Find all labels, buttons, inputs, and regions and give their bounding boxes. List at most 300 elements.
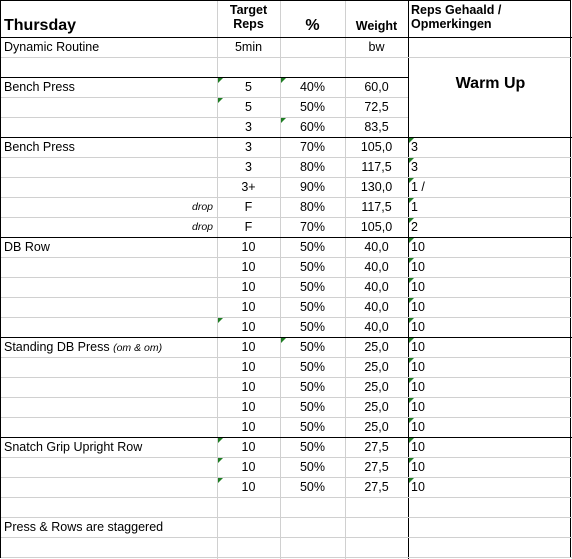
weight-cell[interactable] <box>345 137 408 157</box>
header-reps-label: Reps <box>233 17 264 31</box>
notes-cell[interactable] <box>408 257 572 277</box>
exercise-cell[interactable] <box>1 197 217 217</box>
target-reps-cell-text: 10 <box>241 380 256 394</box>
exercise-cell[interactable] <box>1 177 217 197</box>
percent-cell[interactable] <box>280 477 345 497</box>
table-row <box>1 77 572 97</box>
percent-cell[interactable] <box>280 537 345 557</box>
gridline-horizontal <box>1 177 572 178</box>
exercise-cell[interactable] <box>1 97 217 117</box>
table-row <box>1 317 572 337</box>
comment-marker <box>218 78 223 83</box>
header-target-label: Target <box>229 3 268 17</box>
target-reps-cell-text: 10 <box>241 400 256 414</box>
notes-cell-text: 10 <box>411 480 425 494</box>
target-reps-cell-text: F <box>244 220 253 234</box>
percent-cell[interactable] <box>280 357 345 377</box>
table-row <box>1 57 572 77</box>
target-reps-cell[interactable] <box>217 177 280 197</box>
weight-cell[interactable] <box>345 117 408 137</box>
section-divider <box>1 237 572 238</box>
weight-cell[interactable] <box>345 277 408 297</box>
target-reps-cell[interactable] <box>217 97 280 117</box>
notes-cell-text: 10 <box>411 440 425 454</box>
comment-marker <box>218 98 223 103</box>
gridline-horizontal <box>1 537 572 538</box>
warmup-label: Warm Up <box>455 75 526 92</box>
target-reps-cell[interactable] <box>217 517 280 537</box>
target-reps-cell-text: 10 <box>241 480 256 494</box>
weight-cell-text: 25,0 <box>364 400 389 414</box>
gridline-horizontal <box>1 377 572 378</box>
exercise-cell[interactable] <box>1 157 217 177</box>
target-reps-cell[interactable] <box>217 137 280 157</box>
gridline-vertical <box>280 1 281 559</box>
gridline-horizontal <box>1 277 572 278</box>
weight-cell-text: 130,0 <box>360 180 393 194</box>
percent-cell[interactable] <box>280 157 345 177</box>
percent-cell[interactable] <box>280 417 345 437</box>
table-row <box>1 497 572 517</box>
exercise-cell[interactable] <box>1 77 217 97</box>
percent-cell[interactable] <box>280 437 345 457</box>
table-row <box>1 457 572 477</box>
notes-cell[interactable] <box>408 77 572 97</box>
weight-cell[interactable] <box>345 317 408 337</box>
target-reps-cell-text: 10 <box>241 300 256 314</box>
header-notes-line1: Reps Gehaald / <box>411 3 502 17</box>
percent-cell[interactable] <box>280 317 345 337</box>
target-reps-cell[interactable] <box>217 537 280 557</box>
percent-cell[interactable] <box>280 77 345 97</box>
sheet-title: Thursday <box>4 17 77 34</box>
gridline-horizontal <box>1 117 408 118</box>
gridline-horizontal <box>1 97 408 98</box>
notes-cell[interactable] <box>408 337 572 357</box>
percent-cell-text: 50% <box>299 260 326 274</box>
exercise-cell[interactable] <box>1 397 217 417</box>
percent-cell-text: 50% <box>299 460 326 474</box>
percent-cell[interactable] <box>280 237 345 257</box>
percent-cell[interactable] <box>280 137 345 157</box>
weight-cell[interactable] <box>345 297 408 317</box>
percent-cell-text: 80% <box>299 200 326 214</box>
exercise-cell-text: Bench Press <box>4 140 75 154</box>
section-divider <box>1 137 572 138</box>
target-reps-cell[interactable] <box>217 217 280 237</box>
gridline-horizontal <box>1 357 572 358</box>
notes-cell-text: 10 <box>411 420 425 434</box>
table-row <box>1 137 572 157</box>
notes-cell-text: 10 <box>411 320 425 334</box>
notes-cell-text: 10 <box>411 300 425 314</box>
notes-cell[interactable] <box>408 37 572 57</box>
notes-cell[interactable] <box>408 117 572 137</box>
target-reps-cell[interactable] <box>217 157 280 177</box>
notes-cell[interactable] <box>408 457 572 477</box>
target-reps-cell-text: 10 <box>241 340 256 354</box>
percent-cell[interactable] <box>280 257 345 277</box>
weight-cell[interactable] <box>345 437 408 457</box>
percent-cell-text: 70% <box>299 220 326 234</box>
notes-cell[interactable] <box>408 417 572 437</box>
weight-cell[interactable] <box>345 177 408 197</box>
comment-marker <box>409 478 414 483</box>
percent-cell-text: 50% <box>299 380 326 394</box>
percent-cell[interactable] <box>280 497 345 517</box>
table-row <box>1 197 572 217</box>
weight-cell[interactable] <box>345 257 408 277</box>
weight-cell-text: 40,0 <box>364 300 389 314</box>
comment-marker <box>409 278 414 283</box>
weight-cell-text: 25,0 <box>364 360 389 374</box>
gridline-horizontal <box>1 317 572 318</box>
comment-marker <box>409 138 414 143</box>
comment-marker <box>218 478 223 483</box>
weight-cell-text: 40,0 <box>364 280 389 294</box>
table-row <box>1 217 572 237</box>
weight-cell[interactable] <box>345 237 408 257</box>
weight-cell[interactable] <box>345 377 408 397</box>
weight-cell-text: 83,5 <box>364 120 389 134</box>
percent-cell-text: 40% <box>299 80 326 94</box>
gridline-horizontal <box>1 57 572 58</box>
comment-marker <box>409 298 414 303</box>
notes-cell[interactable] <box>408 537 572 557</box>
section-divider <box>1 77 408 78</box>
table-row <box>1 177 572 197</box>
exercise-cell[interactable] <box>1 297 217 317</box>
notes-cell[interactable] <box>408 57 572 77</box>
weight-cell-text: 27,5 <box>364 460 389 474</box>
notes-cell[interactable] <box>408 197 572 217</box>
exercise-cell[interactable] <box>1 217 217 237</box>
target-reps-cell-text: 5min <box>234 40 263 54</box>
percent-cell-text: 50% <box>299 300 326 314</box>
drop-label: drop <box>191 201 213 213</box>
weight-cell-text: bw <box>368 40 385 54</box>
notes-cell[interactable] <box>408 397 572 417</box>
comment-marker <box>409 258 414 263</box>
exercise-cell[interactable] <box>1 497 217 517</box>
table-row <box>1 477 572 497</box>
weight-cell-text: 105,0 <box>360 220 393 234</box>
target-reps-cell[interactable] <box>217 77 280 97</box>
target-reps-cell[interactable] <box>217 357 280 377</box>
percent-cell-text: 50% <box>299 420 326 434</box>
weight-cell-text: 72,5 <box>364 100 389 114</box>
table-row <box>1 357 572 377</box>
table-row <box>1 257 572 277</box>
notes-cell[interactable] <box>408 517 572 537</box>
section-divider <box>1 337 572 338</box>
target-reps-cell-text: 10 <box>241 460 256 474</box>
gridline-horizontal <box>1 517 572 518</box>
gridline-vertical <box>217 1 218 559</box>
percent-cell[interactable] <box>280 397 345 417</box>
weight-cell[interactable] <box>345 97 408 117</box>
notes-cell[interactable] <box>408 137 572 157</box>
notes-cell[interactable] <box>408 97 572 117</box>
target-reps-cell[interactable] <box>217 377 280 397</box>
exercise-cell[interactable] <box>1 357 217 377</box>
target-reps-cell[interactable] <box>217 457 280 477</box>
target-reps-cell[interactable] <box>217 37 280 57</box>
percent-cell[interactable] <box>280 217 345 237</box>
target-reps-cell[interactable] <box>217 197 280 217</box>
table-row <box>1 517 572 537</box>
gridline-horizontal <box>1 197 572 198</box>
comment-marker <box>409 338 414 343</box>
percent-cell-text: 50% <box>299 400 326 414</box>
gridline-horizontal <box>1 217 572 218</box>
header-weight[interactable]: Weight <box>355 19 398 33</box>
header-percent[interactable]: % <box>305 17 320 34</box>
notes-cell-text: 10 <box>411 280 425 294</box>
target-reps-cell[interactable] <box>217 257 280 277</box>
table-row <box>1 37 572 57</box>
notes-cell[interactable] <box>408 477 572 497</box>
notes-cell-text: 1 <box>411 200 418 214</box>
exercise-cell[interactable] <box>1 377 217 397</box>
target-reps-cell[interactable] <box>217 437 280 457</box>
percent-cell[interactable] <box>280 57 345 77</box>
percent-cell[interactable] <box>280 197 345 217</box>
target-reps-cell-text: 10 <box>241 240 256 254</box>
exercise-cell-text: Bench Press <box>4 80 75 94</box>
notes-cell-text: 1 / <box>411 180 425 194</box>
percent-cell-text: 70% <box>299 140 326 154</box>
target-reps-cell[interactable] <box>217 317 280 337</box>
gridline-horizontal <box>1 557 572 558</box>
notes-cell-text: 10 <box>411 260 425 274</box>
weight-cell[interactable] <box>345 417 408 437</box>
target-reps-cell-text: 3 <box>245 140 252 154</box>
percent-cell[interactable] <box>280 457 345 477</box>
weight-cell-text: 117,5 <box>361 200 392 214</box>
exercise-cell-text: Snatch Grip Upright Row <box>4 440 143 454</box>
percent-cell-text: 60% <box>299 120 326 134</box>
percent-cell[interactable] <box>280 277 345 297</box>
comment-marker <box>409 178 414 183</box>
gridline-horizontal <box>1 457 572 458</box>
target-reps-cell[interactable] <box>217 237 280 257</box>
weight-cell-text: 40,0 <box>364 240 389 254</box>
weight-cell[interactable] <box>345 357 408 377</box>
target-reps-cell-text: 5 <box>245 80 252 94</box>
target-reps-cell[interactable] <box>217 57 280 77</box>
comment-marker <box>218 318 223 323</box>
notes-cell[interactable] <box>408 377 572 397</box>
weight-cell[interactable] <box>345 537 408 557</box>
weight-cell[interactable] <box>345 217 408 237</box>
header-notes-line2: Opmerkingen <box>411 17 492 31</box>
weight-cell-text: 25,0 <box>364 380 389 394</box>
weight-cell-text: 27,5 <box>364 480 389 494</box>
target-reps-cell-text: 10 <box>241 420 256 434</box>
weight-cell[interactable] <box>345 157 408 177</box>
table-row <box>1 297 572 317</box>
comment-marker <box>409 418 414 423</box>
percent-cell[interactable] <box>280 117 345 137</box>
notes-cell-text: 2 <box>411 220 418 234</box>
percent-cell[interactable] <box>280 377 345 397</box>
table-row <box>1 237 572 257</box>
exercise-cell[interactable] <box>1 477 217 497</box>
table-row <box>1 377 572 397</box>
comment-marker <box>281 338 286 343</box>
comment-marker <box>409 218 414 223</box>
notes-cell-text: 3 <box>411 140 418 154</box>
comment-marker <box>409 358 414 363</box>
percent-cell-text: 50% <box>299 240 326 254</box>
table-row <box>1 437 572 457</box>
comment-marker <box>218 458 223 463</box>
exercise-cell-text: Standing DB Press <box>4 340 110 354</box>
percent-cell[interactable] <box>280 517 345 537</box>
target-reps-cell-text: 3 <box>245 160 252 174</box>
gridline-horizontal <box>1 157 572 158</box>
target-reps-cell-text: 10 <box>241 440 256 454</box>
comment-marker <box>409 458 414 463</box>
exercise-cell-text: Press & Rows are staggered <box>4 520 164 534</box>
weight-cell-text: 27,5 <box>364 440 389 454</box>
target-reps-cell-text: 5 <box>245 100 252 114</box>
weight-cell[interactable] <box>345 397 408 417</box>
table-row <box>1 157 572 177</box>
exercise-cell[interactable] <box>1 277 217 297</box>
weight-cell[interactable] <box>345 77 408 97</box>
notes-cell-text: 10 <box>411 380 425 394</box>
notes-cell[interactable] <box>408 157 572 177</box>
percent-cell-text: 50% <box>299 320 326 334</box>
target-reps-cell-text: 3+ <box>241 180 256 194</box>
exercise-cell[interactable] <box>1 537 217 557</box>
gridline-horizontal <box>1 417 572 418</box>
percent-cell-text: 90% <box>299 180 326 194</box>
weight-cell[interactable] <box>345 197 408 217</box>
table-row <box>1 417 572 437</box>
exercise-cell[interactable] <box>1 237 217 257</box>
table-row <box>1 537 572 557</box>
notes-cell-text: 10 <box>411 400 425 414</box>
notes-cell-text: 3 <box>411 160 418 174</box>
comment-marker <box>281 78 286 83</box>
notes-cell[interactable] <box>408 277 572 297</box>
notes-cell-text: 10 <box>411 360 425 374</box>
notes-cell[interactable] <box>408 357 572 377</box>
percent-cell[interactable] <box>280 297 345 317</box>
notes-cell[interactable] <box>408 237 572 257</box>
table-row <box>1 97 572 117</box>
header-notes[interactable] <box>411 3 571 31</box>
weight-cell[interactable] <box>345 477 408 497</box>
notes-cell-text: 10 <box>411 340 425 354</box>
comment-marker <box>409 378 414 383</box>
target-reps-cell-text: 10 <box>241 280 256 294</box>
exercise-cell[interactable] <box>1 457 217 477</box>
percent-cell-text: 50% <box>299 340 326 354</box>
weight-cell-text: 105,0 <box>360 140 393 154</box>
target-reps-cell[interactable] <box>217 417 280 437</box>
exercise-cell[interactable] <box>1 517 217 537</box>
comment-marker <box>409 158 414 163</box>
notes-cell[interactable] <box>408 217 572 237</box>
weight-cell[interactable] <box>345 457 408 477</box>
section-divider <box>1 437 572 438</box>
table-row <box>1 117 572 137</box>
comment-marker <box>218 438 223 443</box>
percent-cell-text: 50% <box>299 440 326 454</box>
target-reps-cell[interactable] <box>217 497 280 517</box>
gridline-horizontal <box>1 257 572 258</box>
table-row <box>1 277 572 297</box>
weight-cell[interactable] <box>345 517 408 537</box>
exercise-cell[interactable] <box>1 437 217 457</box>
weight-cell-text: 25,0 <box>364 340 389 354</box>
target-reps-cell[interactable] <box>217 297 280 317</box>
weight-cell[interactable] <box>345 37 408 57</box>
header-target-reps[interactable] <box>217 3 280 31</box>
gridline-horizontal <box>1 497 572 498</box>
exercise-cell[interactable] <box>1 337 217 357</box>
weight-cell-text: 40,0 <box>364 320 389 334</box>
weight-cell-text: 40,0 <box>364 260 389 274</box>
header-divider <box>408 37 572 38</box>
notes-cell[interactable] <box>408 297 572 317</box>
percent-cell[interactable] <box>280 97 345 117</box>
comment-marker <box>409 318 414 323</box>
notes-cell[interactable] <box>408 497 572 517</box>
exercise-cell[interactable] <box>1 417 217 437</box>
percent-cell-text: 50% <box>299 280 326 294</box>
target-reps-cell[interactable] <box>217 397 280 417</box>
notes-cell[interactable] <box>408 437 572 457</box>
weight-cell[interactable] <box>345 497 408 517</box>
gridline-vertical <box>345 1 346 559</box>
comment-marker <box>281 118 286 123</box>
exercise-cell[interactable] <box>1 257 217 277</box>
target-reps-cell[interactable] <box>217 477 280 497</box>
target-reps-cell-text: 10 <box>241 260 256 274</box>
exercise-cell[interactable] <box>1 117 217 137</box>
exercise-cell[interactable] <box>1 57 217 77</box>
target-reps-cell-text: 3 <box>245 120 252 134</box>
notes-cell[interactable] <box>408 177 572 197</box>
percent-cell-text: 80% <box>299 160 326 174</box>
target-reps-cell-text: 10 <box>241 360 256 374</box>
comment-marker <box>409 198 414 203</box>
table-row <box>1 337 572 357</box>
exercise-cell[interactable] <box>1 317 217 337</box>
percent-cell[interactable] <box>280 177 345 197</box>
target-reps-cell[interactable] <box>217 117 280 137</box>
percent-cell[interactable] <box>280 37 345 57</box>
weight-cell[interactable] <box>345 57 408 77</box>
weight-cell[interactable] <box>345 337 408 357</box>
percent-cell-text: 50% <box>299 360 326 374</box>
exercise-cell-text: DB Row <box>4 240 50 254</box>
target-reps-cell-text: F <box>244 200 253 214</box>
notes-cell-text: 10 <box>411 240 425 254</box>
notes-cell[interactable] <box>408 317 572 337</box>
exercise-cell[interactable] <box>1 137 217 157</box>
exercise-cell[interactable] <box>1 37 217 57</box>
target-reps-cell[interactable] <box>217 277 280 297</box>
percent-cell[interactable] <box>280 337 345 357</box>
gridline-horizontal <box>1 397 572 398</box>
target-reps-cell[interactable] <box>217 337 280 357</box>
